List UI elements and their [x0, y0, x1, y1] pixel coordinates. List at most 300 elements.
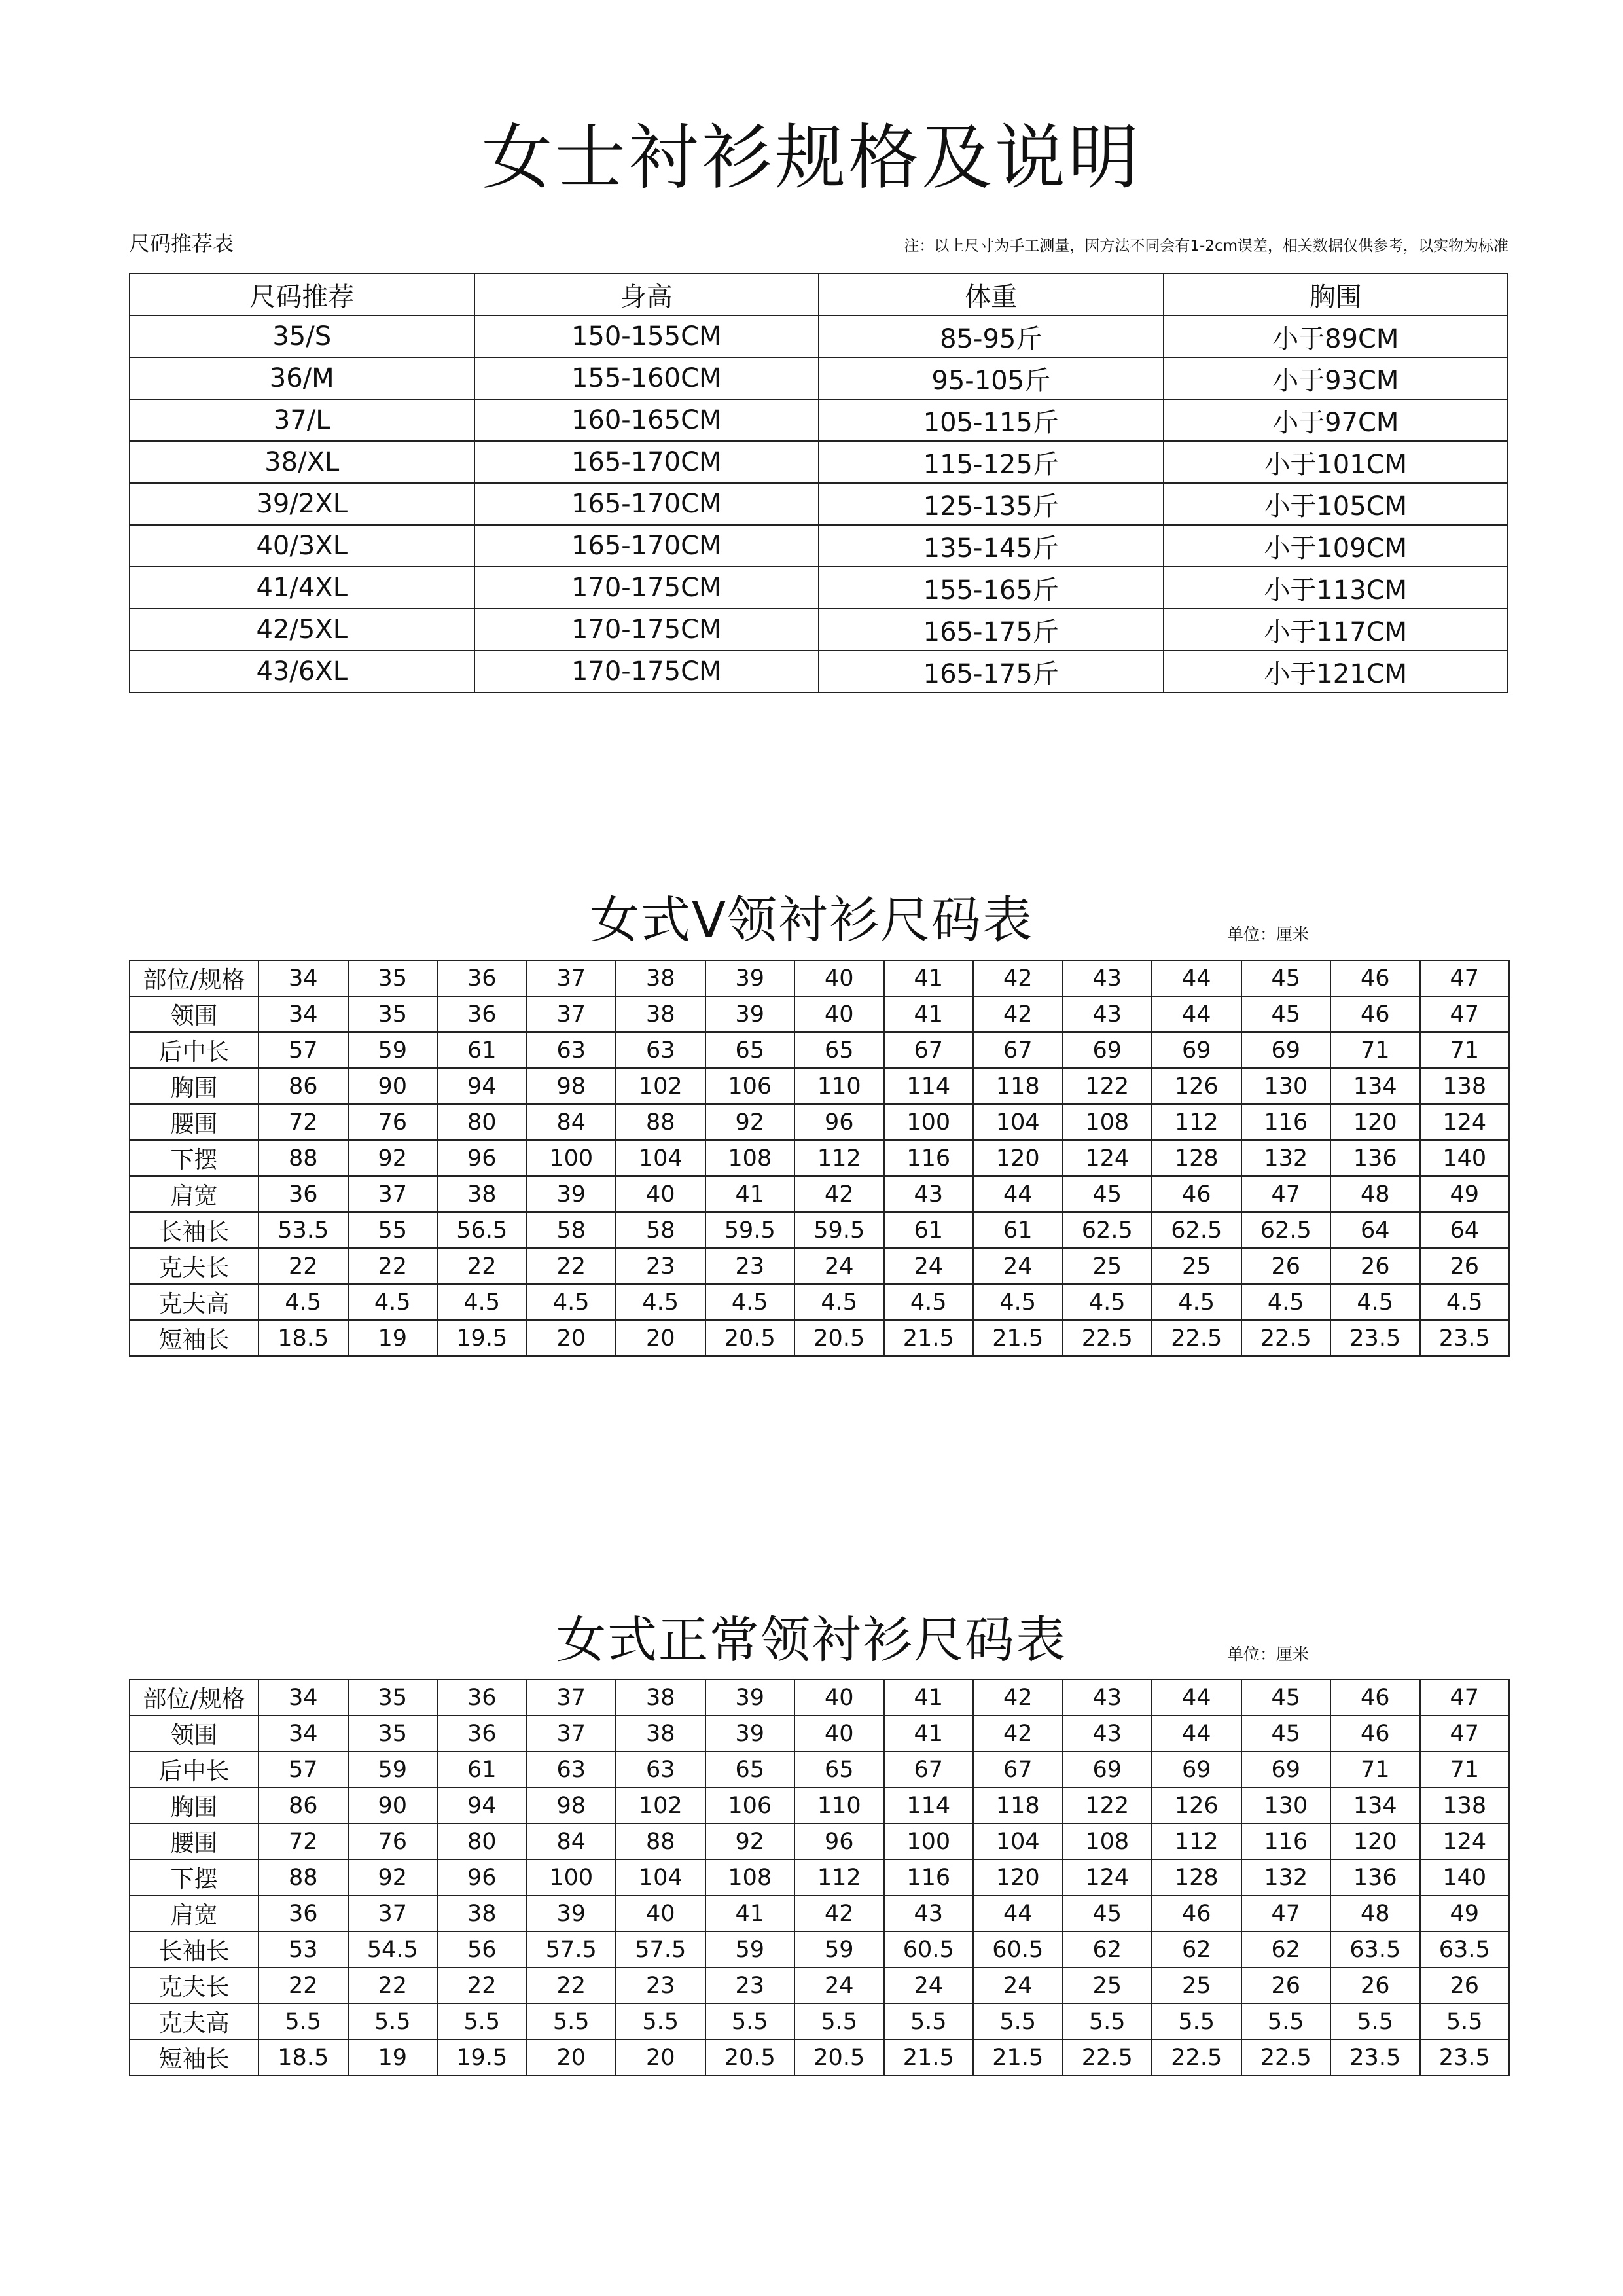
row-label-cell: 40/3XL [130, 525, 474, 567]
table-cell: 44 [973, 1176, 1063, 1212]
table-cell: 小于97CM [1164, 399, 1508, 441]
header-cell: 41 [884, 1679, 974, 1715]
table-cell: 41 [705, 1895, 795, 1931]
header-cell: 43 [1063, 960, 1152, 996]
table-cell: 26 [1420, 1967, 1510, 2003]
table-cell: 95-105斤 [819, 357, 1164, 399]
row-label-cell: 腰围 [130, 1104, 259, 1140]
table-cell: 67 [973, 1032, 1063, 1068]
table-cell: 76 [348, 1823, 438, 1859]
table-cell: 134 [1330, 1787, 1420, 1823]
table-row [130, 2003, 1509, 2039]
table-header-row [130, 274, 1508, 315]
table-cell: 88 [616, 1823, 705, 1859]
table-cell: 41 [884, 996, 974, 1032]
table-cell: 100 [527, 1140, 616, 1176]
table-cell: 4.5 [884, 1284, 974, 1320]
table-row [130, 1931, 1509, 1967]
table-cell: 59 [348, 1751, 438, 1787]
table-cell: 69 [1241, 1032, 1331, 1068]
header-cell: 47 [1420, 960, 1510, 996]
table-cell: 37 [527, 996, 616, 1032]
table-row [130, 483, 1508, 525]
header-cell: 胸围 [1164, 274, 1508, 315]
table-cell: 92 [705, 1823, 795, 1859]
table-cell: 19.5 [437, 1320, 527, 1356]
table-cell: 100 [884, 1104, 974, 1140]
table-cell: 114 [884, 1787, 974, 1823]
header-cell: 43 [1063, 1679, 1152, 1715]
table-cell: 39 [527, 1176, 616, 1212]
table-cell: 63 [616, 1751, 705, 1787]
table-cell: 48 [1330, 1895, 1420, 1931]
header-cell: 36 [437, 1679, 527, 1715]
table-cell: 21.5 [973, 2039, 1063, 2075]
table-cell: 小于105CM [1164, 483, 1508, 525]
row-label-cell: 36/M [130, 357, 474, 399]
table-cell: 23 [705, 1967, 795, 2003]
table-cell: 47 [1241, 1895, 1331, 1931]
table-cell: 125-135斤 [819, 483, 1164, 525]
table-cell: 4.5 [1241, 1284, 1331, 1320]
table-cell: 120 [973, 1859, 1063, 1895]
table-cell: 5.5 [794, 2003, 884, 2039]
vneck-section-title: 女式V领衬衫尺码表 [590, 891, 1033, 949]
table-cell: 88 [616, 1104, 705, 1140]
table-cell: 126 [1152, 1068, 1241, 1104]
table-cell: 4.5 [705, 1284, 795, 1320]
table-cell: 38 [616, 1715, 705, 1751]
table-cell: 106 [705, 1787, 795, 1823]
table-cell: 42 [794, 1176, 884, 1212]
table-cell: 19.5 [437, 2039, 527, 2075]
table-cell: 5.5 [1330, 2003, 1420, 2039]
row-label-cell: 下摆 [130, 1859, 259, 1895]
table-row [130, 567, 1508, 609]
row-label-cell: 35/S [130, 315, 474, 357]
header-cell: 150-155CM [474, 315, 819, 357]
table-cell: 98 [527, 1787, 616, 1823]
table-cell: 53.5 [259, 1212, 348, 1248]
table-cell: 41 [884, 1715, 974, 1751]
table-cell: 170-175CM [474, 567, 819, 609]
table-cell: 4.5 [616, 1284, 705, 1320]
table-cell: 40 [616, 1895, 705, 1931]
row-label-cell: 胸围 [130, 1068, 259, 1104]
header-cell: 46 [1330, 1679, 1420, 1715]
table-cell: 57 [259, 1032, 348, 1068]
table-cell: 96 [437, 1140, 527, 1176]
table-cell: 124 [1420, 1104, 1510, 1140]
row-label-cell: 39/2XL [130, 483, 474, 525]
table-cell: 62 [1152, 1931, 1241, 1967]
table-row [130, 357, 1508, 399]
table-cell: 80 [437, 1104, 527, 1140]
table-cell: 小于101CM [1164, 441, 1508, 483]
table-cell: 72 [259, 1104, 348, 1140]
table-cell: 67 [884, 1751, 974, 1787]
table-cell: 4.5 [1330, 1284, 1420, 1320]
table-cell: 69 [1241, 1751, 1331, 1787]
table-row [130, 1248, 1509, 1284]
table-cell: 5.5 [1420, 2003, 1510, 2039]
header-cell: 小于89CM [1164, 315, 1508, 357]
table-row [130, 441, 1508, 483]
table-cell: 小于93CM [1164, 357, 1508, 399]
table-cell: 104 [973, 1823, 1063, 1859]
table-cell: 69 [1152, 1751, 1241, 1787]
table-cell: 155-165斤 [819, 567, 1164, 609]
table-cell: 21.5 [884, 1320, 974, 1356]
table-cell: 34 [259, 1715, 348, 1751]
table-cell: 5.5 [348, 2003, 438, 2039]
table-cell: 4.5 [437, 1284, 527, 1320]
row-label-cell: 肩宽 [130, 1176, 259, 1212]
table-cell: 96 [794, 1104, 884, 1140]
table-cell: 67 [973, 1751, 1063, 1787]
table-cell: 59 [705, 1931, 795, 1967]
table-cell: 47 [1420, 1715, 1510, 1751]
table-row [130, 651, 1508, 692]
table-cell: 22 [259, 1248, 348, 1284]
table-cell: 37 [527, 1715, 616, 1751]
table-cell: 124 [1420, 1823, 1510, 1859]
table-cell: 96 [437, 1859, 527, 1895]
table-cell: 92 [348, 1859, 438, 1895]
table-cell: 56 [437, 1931, 527, 1967]
table-cell: 116 [884, 1859, 974, 1895]
row-label-cell: 43/6XL [130, 651, 474, 692]
header-cell: 47 [1420, 1679, 1510, 1715]
table-cell: 37 [348, 1895, 438, 1931]
table-cell: 18.5 [259, 1320, 348, 1356]
row-label-cell: 克夫长 [130, 1248, 259, 1284]
header-cell: 46 [1330, 960, 1420, 996]
table-cell: 25 [1063, 1967, 1152, 2003]
table-cell: 22 [348, 1967, 438, 2003]
table-row [130, 1320, 1509, 1356]
table-cell: 20.5 [705, 2039, 795, 2075]
normal-collar-unit-label: 单位：厘米 [1227, 1645, 1310, 1664]
table-cell: 59.5 [794, 1212, 884, 1248]
table-cell: 22 [348, 1248, 438, 1284]
table-cell: 57.5 [616, 1931, 705, 1967]
table-cell: 63 [527, 1751, 616, 1787]
page-title: 女士衬衫规格及说明 [481, 117, 1141, 199]
table-cell: 25 [1152, 1248, 1241, 1284]
table-row [130, 2039, 1509, 2075]
table-cell: 4.5 [259, 1284, 348, 1320]
table-cell: 65 [705, 1751, 795, 1787]
table-cell: 46 [1152, 1895, 1241, 1931]
table-cell: 62.5 [1152, 1212, 1241, 1248]
table-cell: 22.5 [1063, 2039, 1152, 2075]
table-cell: 106 [705, 1068, 795, 1104]
table-cell: 71 [1330, 1032, 1420, 1068]
table-cell: 59 [348, 1032, 438, 1068]
table-cell: 23 [616, 1967, 705, 2003]
table-cell: 36 [437, 1715, 527, 1751]
table-cell: 25 [1152, 1967, 1241, 2003]
table-cell: 160-165CM [474, 399, 819, 441]
table-cell: 108 [705, 1140, 795, 1176]
table-cell: 112 [794, 1859, 884, 1895]
table-cell: 54.5 [348, 1931, 438, 1967]
table-row [130, 1176, 1509, 1212]
table-row [130, 1104, 1509, 1140]
table-cell: 69 [1063, 1032, 1152, 1068]
table-cell: 24 [973, 1967, 1063, 2003]
table-cell: 21.5 [973, 1320, 1063, 1356]
table-cell: 134 [1330, 1068, 1420, 1104]
header-cell: 34 [259, 1679, 348, 1715]
table-cell: 61 [884, 1212, 974, 1248]
table-cell: 165-170CM [474, 525, 819, 567]
table-cell: 38 [437, 1176, 527, 1212]
table-cell: 67 [884, 1032, 974, 1068]
table-cell: 22 [527, 1248, 616, 1284]
table-cell: 20 [616, 2039, 705, 2075]
table-cell: 165-170CM [474, 483, 819, 525]
table-cell: 23.5 [1420, 1320, 1510, 1356]
table-cell: 84 [527, 1104, 616, 1140]
table-cell: 72 [259, 1823, 348, 1859]
table-header-row [130, 1679, 1509, 1715]
table-cell: 61 [973, 1212, 1063, 1248]
row-label-cell: 部位/规格 [130, 1679, 259, 1715]
row-label-cell: 领围 [130, 996, 259, 1032]
table-cell: 126 [1152, 1787, 1241, 1823]
table-cell: 24 [884, 1967, 974, 2003]
table-cell: 22.5 [1241, 1320, 1331, 1356]
table-cell: 小于109CM [1164, 525, 1508, 567]
table-cell: 62.5 [1063, 1212, 1152, 1248]
table-cell: 23 [705, 1248, 795, 1284]
table-cell: 5.5 [616, 2003, 705, 2039]
normal-collar-size-table [129, 1679, 1510, 2076]
table-cell: 62 [1063, 1931, 1152, 1967]
table-cell: 23 [616, 1248, 705, 1284]
table-cell: 5.5 [884, 2003, 974, 2039]
table-cell: 118 [973, 1787, 1063, 1823]
size-recommendation-table [129, 273, 1508, 693]
table-cell: 61 [437, 1032, 527, 1068]
table-cell: 60.5 [884, 1931, 974, 1967]
table-cell: 132 [1241, 1140, 1331, 1176]
table-cell: 114 [884, 1068, 974, 1104]
table-cell: 22.5 [1152, 2039, 1241, 2075]
table-cell: 63 [616, 1032, 705, 1068]
table-cell: 41 [705, 1176, 795, 1212]
table-cell: 20 [527, 2039, 616, 2075]
table-cell: 102 [616, 1787, 705, 1823]
table-cell: 138 [1420, 1068, 1510, 1104]
table-cell: 64 [1330, 1212, 1420, 1248]
table-cell: 63.5 [1420, 1931, 1510, 1967]
table-cell: 69 [1063, 1751, 1152, 1787]
row-label-cell: 长袖长 [130, 1931, 259, 1967]
table-cell: 61 [437, 1751, 527, 1787]
table-row [130, 1068, 1509, 1104]
table-cell: 45 [1063, 1176, 1152, 1212]
table-cell: 116 [884, 1140, 974, 1176]
table-cell: 4.5 [1152, 1284, 1241, 1320]
table-cell: 116 [1241, 1823, 1331, 1859]
table-cell: 22.5 [1241, 2039, 1331, 2075]
table-cell: 64 [1420, 1212, 1510, 1248]
table-cell: 96 [794, 1823, 884, 1859]
header-cell: 身高 [474, 274, 819, 315]
row-label-cell: 长袖长 [130, 1212, 259, 1248]
table-cell: 124 [1063, 1140, 1152, 1176]
table-cell: 122 [1063, 1787, 1152, 1823]
table-cell: 36 [437, 996, 527, 1032]
table-cell: 4.5 [973, 1284, 1063, 1320]
table-cell: 84 [527, 1823, 616, 1859]
table-cell: 5.5 [1241, 2003, 1331, 2039]
table-cell: 120 [1330, 1823, 1420, 1859]
row-label-cell: 短袖长 [130, 1320, 259, 1356]
table-cell: 56.5 [437, 1212, 527, 1248]
table-cell: 20 [527, 1320, 616, 1356]
table-cell: 40 [794, 996, 884, 1032]
table-cell: 59.5 [705, 1212, 795, 1248]
table-cell: 86 [259, 1068, 348, 1104]
table-cell: 22 [527, 1967, 616, 2003]
table-cell: 58 [616, 1212, 705, 1248]
table-cell: 90 [348, 1068, 438, 1104]
table-cell: 59 [794, 1931, 884, 1967]
table-cell: 38 [616, 996, 705, 1032]
row-label-cell: 41/4XL [130, 567, 474, 609]
table-cell: 92 [348, 1140, 438, 1176]
table-cell: 34 [259, 996, 348, 1032]
table-row [130, 1140, 1509, 1176]
table-cell: 26 [1420, 1248, 1510, 1284]
table-cell: 36 [259, 1895, 348, 1931]
table-cell: 26 [1241, 1248, 1331, 1284]
header-cell: 尺码推荐 [130, 274, 474, 315]
table-cell: 44 [1152, 1715, 1241, 1751]
table-cell: 25 [1063, 1248, 1152, 1284]
table-cell: 4.5 [348, 1284, 438, 1320]
table-cell: 40 [616, 1176, 705, 1212]
table-cell: 165-175斤 [819, 609, 1164, 651]
table-cell: 118 [973, 1068, 1063, 1104]
table-cell: 45 [1241, 1715, 1331, 1751]
row-label-cell: 短袖长 [130, 2039, 259, 2075]
table-row [130, 1715, 1509, 1751]
table-cell: 24 [794, 1248, 884, 1284]
table-cell: 39 [705, 1715, 795, 1751]
row-label-cell: 后中长 [130, 1751, 259, 1787]
table-cell: 108 [1063, 1104, 1152, 1140]
table-cell: 43 [884, 1895, 974, 1931]
table-cell: 65 [705, 1032, 795, 1068]
table-cell: 48 [1330, 1176, 1420, 1212]
table-cell: 136 [1330, 1859, 1420, 1895]
table-cell: 22.5 [1152, 1320, 1241, 1356]
table-cell: 55 [348, 1212, 438, 1248]
table-cell: 60.5 [973, 1931, 1063, 1967]
row-label-cell: 克夫高 [130, 1284, 259, 1320]
table-cell: 22 [437, 1967, 527, 2003]
table-cell: 104 [973, 1104, 1063, 1140]
table-cell: 35 [348, 996, 438, 1032]
table-cell: 23.5 [1330, 2039, 1420, 2075]
table-cell: 130 [1241, 1787, 1331, 1823]
table-cell: 44 [973, 1895, 1063, 1931]
normal-collar-section-title: 女式正常领衬衫尺码表 [556, 1611, 1067, 1669]
table-cell: 140 [1420, 1140, 1510, 1176]
table-cell: 22.5 [1063, 1320, 1152, 1356]
table-cell: 35 [348, 1715, 438, 1751]
table-cell: 21.5 [884, 2039, 974, 2075]
table-cell: 128 [1152, 1859, 1241, 1895]
table-cell: 20.5 [705, 1320, 795, 1356]
table-cell: 39 [527, 1895, 616, 1931]
table-cell: 53 [259, 1931, 348, 1967]
row-label-cell: 42/5XL [130, 609, 474, 651]
header-cell: 40 [794, 960, 884, 996]
table-cell: 26 [1330, 1248, 1420, 1284]
table-cell: 108 [705, 1859, 795, 1895]
table-cell: 136 [1330, 1140, 1420, 1176]
table-cell: 37 [348, 1176, 438, 1212]
row-label-cell: 腰围 [130, 1823, 259, 1859]
table-cell: 45 [1063, 1895, 1152, 1931]
table-cell: 71 [1420, 1751, 1510, 1787]
table-cell: 165-175斤 [819, 651, 1164, 692]
table-cell: 94 [437, 1787, 527, 1823]
table-cell: 5.5 [527, 2003, 616, 2039]
table-cell: 47 [1241, 1176, 1331, 1212]
header-cell: 44 [1152, 960, 1241, 996]
row-label-cell: 38/XL [130, 441, 474, 483]
table-cell: 120 [973, 1140, 1063, 1176]
table-cell: 65 [794, 1751, 884, 1787]
table-cell: 116 [1241, 1104, 1331, 1140]
table-cell: 20 [616, 1320, 705, 1356]
table-cell: 44 [1152, 996, 1241, 1032]
table-cell: 135-145斤 [819, 525, 1164, 567]
header-cell: 41 [884, 960, 974, 996]
table-cell: 4.5 [527, 1284, 616, 1320]
table-cell: 19 [348, 1320, 438, 1356]
table-cell: 62.5 [1241, 1212, 1331, 1248]
table-cell: 170-175CM [474, 609, 819, 651]
table-cell: 98 [527, 1068, 616, 1104]
row-label-cell: 克夫高 [130, 2003, 259, 2039]
header-cell: 35 [348, 1679, 438, 1715]
table-cell: 46 [1330, 1715, 1420, 1751]
row-label-cell: 克夫长 [130, 1967, 259, 2003]
row-label-cell: 下摆 [130, 1140, 259, 1176]
table-cell: 132 [1241, 1859, 1331, 1895]
table-cell: 23.5 [1330, 1320, 1420, 1356]
table-cell: 26 [1330, 1967, 1420, 2003]
table-cell: 100 [527, 1859, 616, 1895]
table-cell: 94 [437, 1068, 527, 1104]
table-cell: 155-160CM [474, 357, 819, 399]
table-cell: 45 [1241, 996, 1331, 1032]
header-cell: 38 [616, 960, 705, 996]
table-cell: 49 [1420, 1895, 1510, 1931]
table-cell: 38 [437, 1895, 527, 1931]
table-cell: 19 [348, 2039, 438, 2075]
table-cell: 122 [1063, 1068, 1152, 1104]
header-cell: 44 [1152, 1679, 1241, 1715]
